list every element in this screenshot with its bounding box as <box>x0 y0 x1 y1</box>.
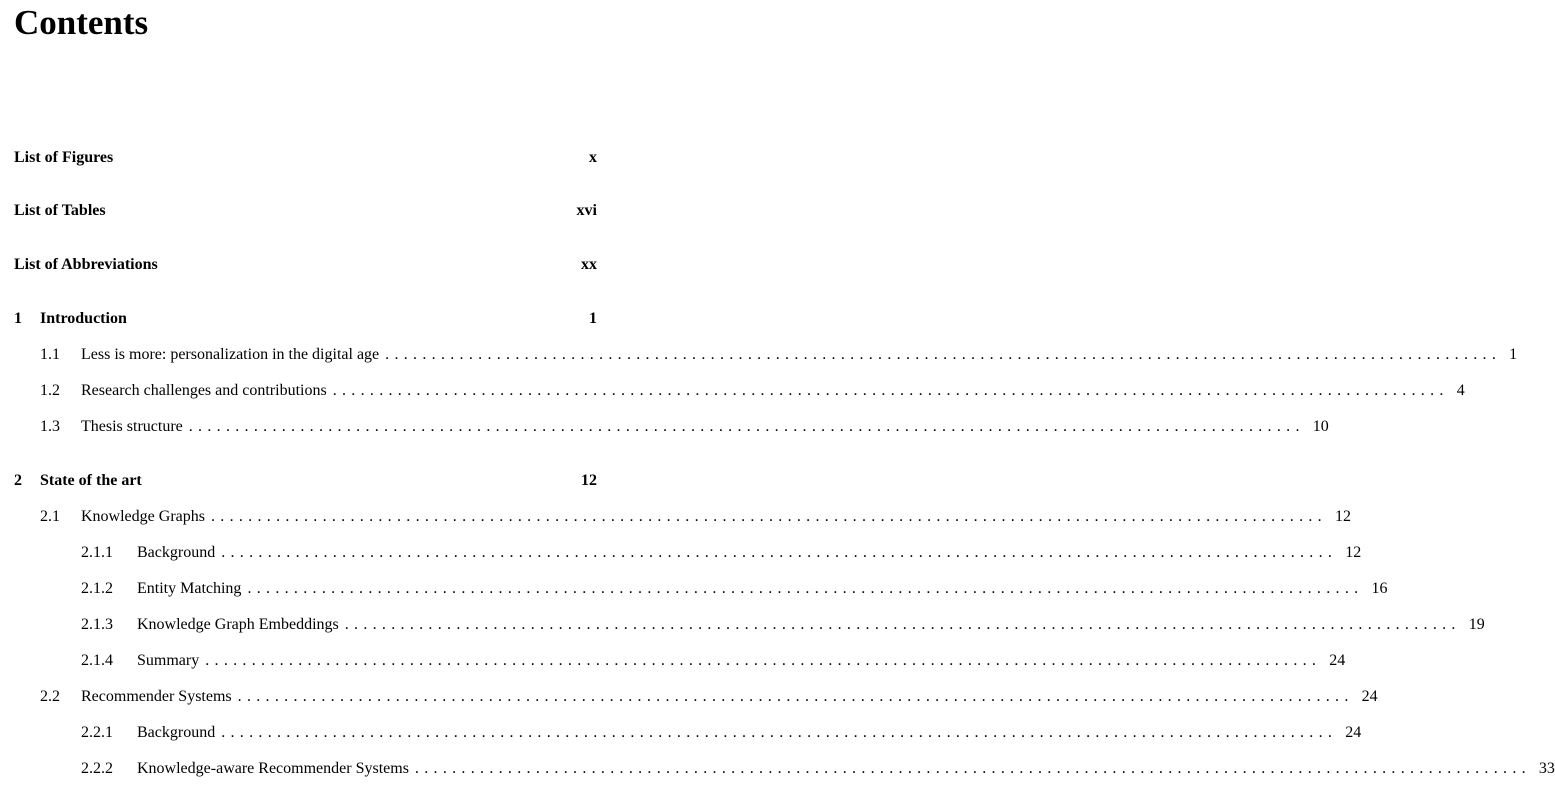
toc-entry-title: List of Tables <box>14 202 106 219</box>
toc-entry-section[interactable] <box>40 380 1465 402</box>
toc-entry-number: 2.1.4 <box>81 652 113 669</box>
toc-entry-page: 1 <box>589 310 597 327</box>
toc-entry-page: 12 <box>1345 544 1362 561</box>
toc-entry-section[interactable] <box>40 506 1351 528</box>
toc-entry-number: 1.3 <box>40 418 60 435</box>
toc-entry-chapter[interactable] <box>14 308 597 330</box>
toc-entry-number: 2.1 <box>40 508 60 525</box>
toc-entry-front-matter[interactable] <box>14 147 597 169</box>
dot-leader: ........................................................................................................................ <box>205 652 1322 669</box>
toc-entry-subsection[interactable] <box>81 758 1555 780</box>
toc-entry-front-matter[interactable] <box>14 200 597 222</box>
toc-entry-title: Background <box>137 724 216 741</box>
dot-leader: ........................................................................................................................ <box>210 508 1327 525</box>
toc-entry-title: Thesis structure <box>81 418 183 435</box>
toc-entry-page: 24 <box>1345 724 1362 741</box>
dot-leader: ........................................................................................................................ <box>188 418 1305 435</box>
toc-entry-chapter[interactable] <box>14 470 597 492</box>
toc-entry-page: x <box>589 149 597 166</box>
toc-entry-number: 1 <box>14 310 22 327</box>
dot-leader: ........................................................................................................................ <box>332 382 1449 399</box>
dot-leader: ........................................................................................................................ <box>221 724 1338 741</box>
toc-entry-title: Entity Matching <box>137 580 242 597</box>
toc-entry-page: 33 <box>1538 760 1555 777</box>
toc-entry-page: 24 <box>1329 652 1346 669</box>
toc-entry-number: 2.1.1 <box>81 544 113 561</box>
dot-leader: ........................................................................................................................ <box>414 760 1531 777</box>
toc-entry-title: List of Figures <box>14 149 114 166</box>
toc-entry-title: Introduction <box>40 310 127 327</box>
dot-leader: ........................................................................................................................ <box>344 616 1461 633</box>
toc-entry-page: 12 <box>581 472 597 489</box>
toc-entry-page: 24 <box>1361 688 1378 705</box>
toc-entry-number: 1.2 <box>40 382 60 399</box>
toc-entry-title: Knowledge Graph Embeddings <box>137 616 339 633</box>
toc-entry-page: xvi <box>576 202 597 219</box>
toc-entry-section[interactable] <box>40 686 1378 708</box>
toc-entry-page: 1 <box>1509 346 1518 363</box>
toc-entry-page: 10 <box>1312 418 1329 435</box>
toc-entry-front-matter[interactable] <box>14 254 597 276</box>
toc-entry-subsection[interactable] <box>81 650 1346 672</box>
toc-entry-number: 2.1.2 <box>81 580 113 597</box>
toc-entry-title: Knowledge Graphs <box>81 508 205 525</box>
page-title: Contents <box>14 3 149 42</box>
dot-leader: ........................................................................................................................ <box>385 346 1502 363</box>
toc-entry-number: 2.2.1 <box>81 724 113 741</box>
toc-entry-subsection[interactable] <box>81 542 1362 564</box>
toc-entry-title: Knowledge-aware Recommender Systems <box>137 760 409 777</box>
toc-entry-subsection[interactable] <box>81 722 1362 744</box>
toc-entry-title: Background <box>137 544 216 561</box>
toc-entry-title: Recommender Systems <box>81 688 232 705</box>
toc-entry-page: 12 <box>1334 508 1351 525</box>
toc-entry-page: 16 <box>1371 580 1388 597</box>
toc-entry-title: State of the art <box>40 472 142 489</box>
toc-entry-page: 4 <box>1456 382 1465 399</box>
toc-entry-page: xx <box>581 256 597 273</box>
toc-entry-section[interactable] <box>40 344 1518 366</box>
toc-entry-title: List of Abbreviations <box>14 256 158 273</box>
toc-entry-title: Less is more: personalization in the digital age <box>81 346 380 363</box>
toc-entry-page: 19 <box>1468 616 1485 633</box>
toc-entry-subsection[interactable] <box>81 614 1485 636</box>
dot-leader: ........................................................................................................................ <box>237 688 1354 705</box>
toc-entry-number: 2.1.3 <box>81 616 113 633</box>
toc-entry-title: Summary <box>137 652 200 669</box>
dot-leader: ........................................................................................................................ <box>221 544 1338 561</box>
toc-entry-title: Research challenges and contributions <box>81 382 327 399</box>
toc-entry-subsection[interactable] <box>81 578 1388 600</box>
toc-entry-number: 2.2.2 <box>81 760 113 777</box>
toc-entry-section[interactable] <box>40 416 1329 438</box>
toc-entry-number: 1.1 <box>40 346 60 363</box>
toc-entry-number: 2.2 <box>40 688 60 705</box>
toc-entry-number: 2 <box>14 472 22 489</box>
dot-leader: ........................................................................................................................ <box>247 580 1364 597</box>
